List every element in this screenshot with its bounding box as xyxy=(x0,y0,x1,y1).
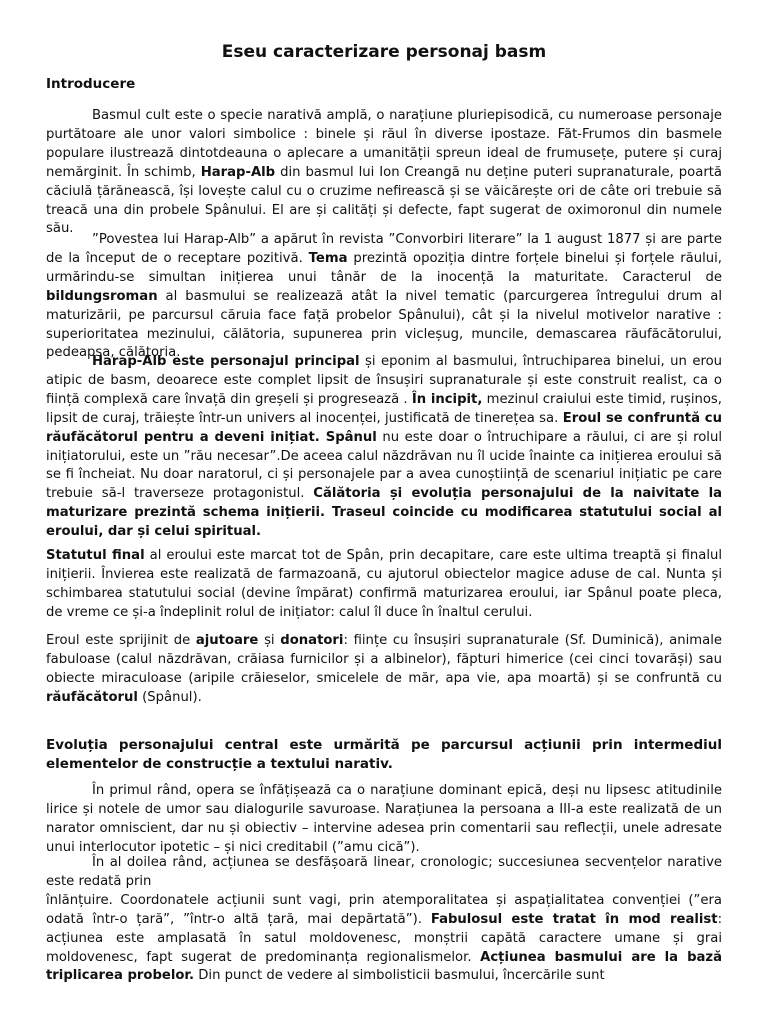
paragraph-2 xyxy=(46,231,722,363)
text-run: În primul rând, opera se înfățișează ca o narațiune dominant epică, deși nu lipsesc atitudinile lirice și notele de umor sau dialogurile savuroase. Narațiunea la persoana a III-a este realizată de un narator omniscient, dar nu și obiectiv – intervine adesea prin comentarii sau reflecții, unele adresate unui interlocutor ipotetic – și nici creditabil (”amu cică”). xyxy=(46,783,722,855)
bold-text: răufăcătorul xyxy=(46,689,138,705)
bold-text: ajutoare xyxy=(195,633,259,648)
paragraph-7 xyxy=(46,854,722,986)
section-heading: Evoluția personajului central este urmărită pe parcursul acțiunii prin intermediul elementelor de construcție a textului narativ. xyxy=(46,737,722,772)
paragraph-4 xyxy=(46,547,722,623)
paragraph-7-first-line: În al doilea rând, acțiunea se desfășoară linear, cronologic; succesiunea secvențelor narative este redată prin xyxy=(46,855,722,889)
paragraph-3 xyxy=(46,353,722,542)
text-run: : acțiunea este amplasată în satul moldovenesc, monștrii capătă caractere umane și grai moldovenesc, fapt sugerat de predominanța regionalismelor. xyxy=(46,911,723,965)
text-run: (Spânul). xyxy=(137,689,202,705)
text-run: al eroului este marcat tot de Spân, prin decapitare, care este ultima treaptă și finalul inițierii. Învierea este realizată de farmazoană, cu ajutorul obiectelor magice aduse de cal. Nunta și schimbarea statutului social (devine împărat) confirmă maturizarea eroului, iar Spânul poate pleca, de vreme ce și-a îndeplinit rolul de inițiator: calul îl duce în înaltul cerului. xyxy=(46,548,723,620)
bold-text: Statutul final xyxy=(46,548,145,563)
text-run: : ființe cu însușiri supranaturale (Sf. Duminică), animale fabuloase (calul năzdrăvan, crăiasa furnicilor și a albinelor), făpturi himerice (cei cinci tovarăși) sau obiecte miraculoase (aripile crăieselor, smicelele de măr, apa vie, apa moartă) și se confruntă cu xyxy=(46,633,722,686)
bold-text: În incipit, xyxy=(411,391,483,407)
bold-text: donatori xyxy=(280,633,344,648)
text-run: mezinul craiului este timid, rușinos, lipsit de curaj, trăiește într-un univers al inocenței, justificată de tinerețea sa. xyxy=(46,391,722,426)
bold-text: Călătoria și evoluția personajului de la naivitate la maturizare prezintă schema inițierii. Traseul coincide cu modificarea statutului social al eroului, dar și celui spiritual. xyxy=(46,486,722,540)
text-run: Eroul este sprijinit de xyxy=(46,633,196,648)
intro-heading: Introducere xyxy=(46,76,136,92)
bold-text: Eroul se confruntă cu răufăcătorul pentru a deveni inițiat. Spânul xyxy=(46,410,722,445)
text-run: înlănțuire. Coordonatele acțiunii sunt vagi, prin atemporalitatea și aspațialitatea convenției (”era odată într-o țară”, ”într-o altă țară, mai depărtată”). xyxy=(46,892,722,927)
text-run: ”Povestea lui Harap-Alb” a apărut în revista ”Convorbiri literare” la 1 august 1877 și are parte de la început de o receptare pozitivă. xyxy=(46,232,722,266)
bold-text: Fabulosul este tratat în mod realist xyxy=(430,911,718,927)
text-run: din basmul lui Ion Creangă nu deține puteri supranaturale, poartă căciulă țărănească, își lovește calul cu o cruzime nefirească și se văicărește ori de câte ori trebuie să treacă una din probele Spânului. El are și calități și defecte, fapt sugerat de oximoronul din numele său. xyxy=(46,164,722,237)
text-run: al basmului se realizează atât la nivel tematic (parcurgerea întregului drum al maturizării, pe parcursul căruia face față probelor Spânului), cât și la nivelul motivelor narative : superioritatea mezinului, călătoria, supunerea prin vicleșug, muncile, demascarea răufăcătorului, pedeapsa, călătoria. xyxy=(46,288,722,361)
bold-text: Harap-Alb xyxy=(200,164,276,180)
text-run: și xyxy=(258,633,281,648)
text-run: nu este doar o întruchipare a răului, ci are și rolul inițiatorului, este un ”rău necesar”.De aceea calul năzdrăvan nu îl ucide înainte ca inițierea eroului să se fi încheiat. Nu doar naratorul, ci și personajele par a avea cunoștiință de scenariul inițiatic pe care trebuie să-l traverseze protagonistul. xyxy=(46,429,722,502)
document-title: Eseu caracterizare personaj basm xyxy=(221,42,547,62)
paragraph-1 xyxy=(46,107,722,239)
paragraph-5 xyxy=(46,632,722,708)
paragraph-7-body xyxy=(46,892,722,987)
bold-text: bildungsroman xyxy=(46,288,158,304)
bold-text: Tema xyxy=(308,250,348,266)
text-run: Basmul cult este o specie narativă amplă, o narațiune pluriepisodică, cu numeroase personaje purtătoare ale unor valori simbolice : binele și răul în diverse ipostaze. Făt-Frumos din basmele populare ilustrează dintotdeauna o aplecare a umanității spreun ideal de frumusețe, putere și curaj nemărginit. În schimb, xyxy=(46,108,722,180)
text-run: și eponim al basmului, întruchiparea binelui, un erou atipic de basm, deoarece este complet lipsit de însușiri supranaturale și este construit realist, ca o ființă complexă care învață din greșeli și progresează . xyxy=(46,354,723,407)
text-run: Din punct de vedere al simbolisticii basmului, încercările sunt xyxy=(194,968,605,984)
paragraph-6 xyxy=(46,782,722,858)
bold-text: Harap-Alb este personajul principal xyxy=(92,354,360,369)
bold-text: Acțiunea basmului are la bază triplicarea probelor. xyxy=(46,949,722,984)
text-run: prezintă opoziția dintre forțele binelui și forțele răului, urmărindu-se simultan inițierea unui tânăr de la inocență la maturitate. Caracterul de xyxy=(46,250,722,285)
